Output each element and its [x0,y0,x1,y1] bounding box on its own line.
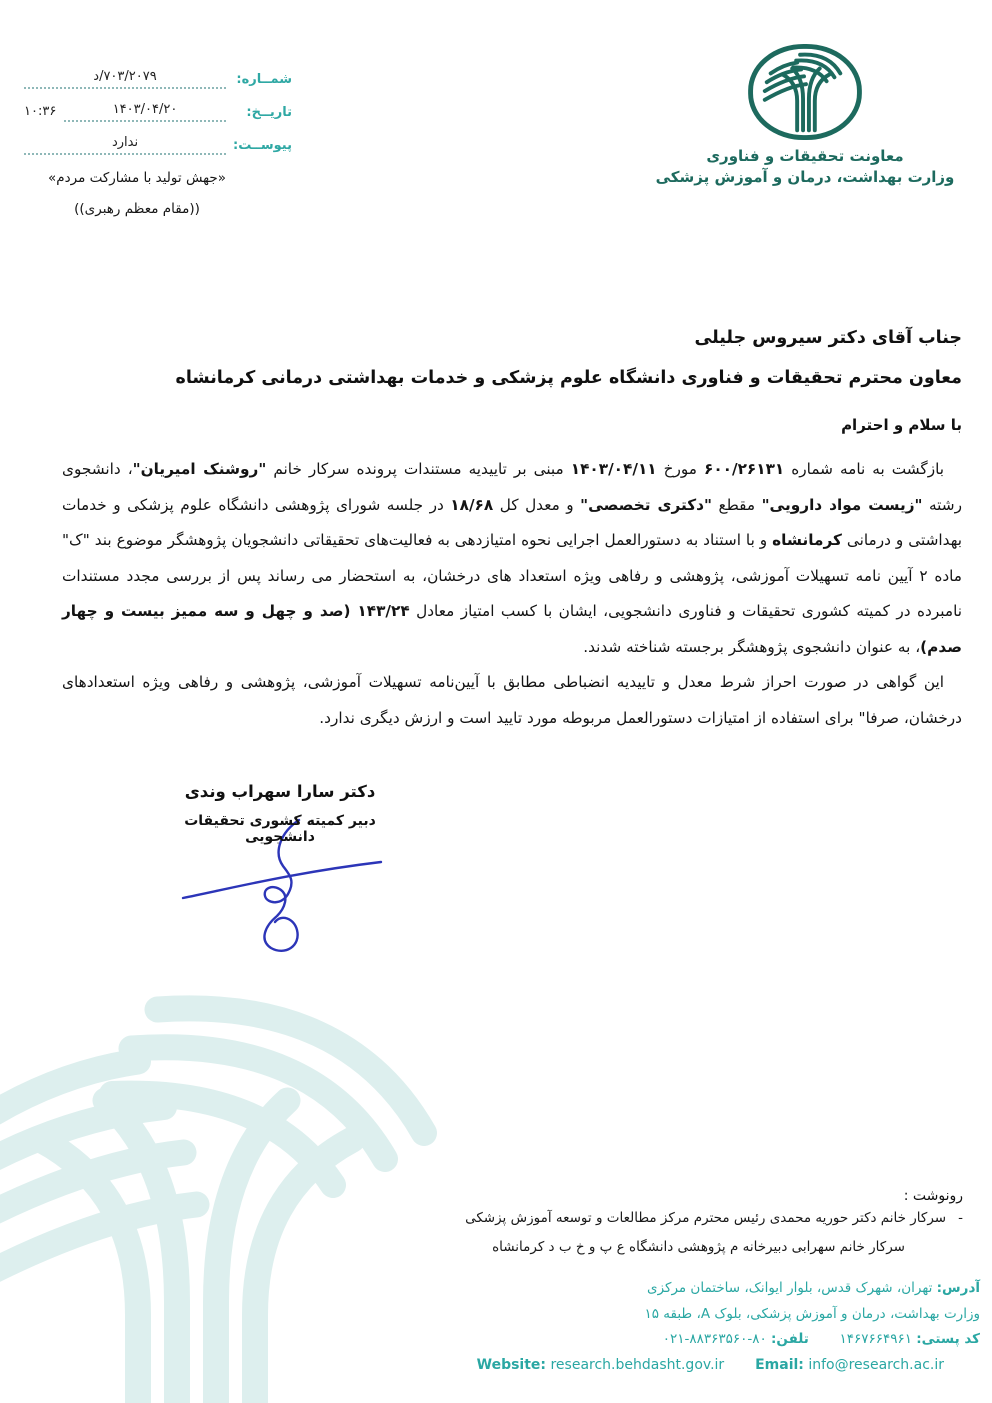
attachment-label: پیوســت: [233,138,292,153]
phone-value: ۰۲۱-۸۸۳۶۳۵۶۰-۸۰ [662,1331,767,1347]
address-line1-text: تهران، شهرک قدس، بلوار ایوانک، ساختمان مرکزی [647,1280,937,1296]
recipient-title: معاون محترم تحقیقات و فناوری دانشگاه علوم پزشکی و خدمات بهداشتی درمانی کرمانشاه [175,368,962,388]
website-label: Website: [476,1356,547,1373]
body-paragraph-2: این گواهی در صورت احراز شرط معدل و تاییدیه انضباطی مطابق با آیین‌نامه تسهیلات آموزشی، پژوهشی و رفاهی ویژه استعدادهای درخشان، صرفا" برای استفاده از امتیازات دستورالعمل مربوطه مورد تایید است و ارزش دیگری ندارد. [62,673,962,727]
salutation: با سلام و احترام [841,416,962,434]
signature-block [172,782,388,845]
time-value: ۱۰:۳۶ [24,104,57,119]
address-label: آدرس: [936,1280,980,1296]
cc-item-1 [300,1204,963,1233]
email-label: Email: [755,1356,804,1373]
number-label: شمــاره: [236,72,292,87]
email-value: info@research.ac.ir [808,1356,944,1373]
letter-meta-block [24,56,292,155]
footer-contact-block [300,1276,980,1378]
signer-title: دبیر کمیته کشوری تحقیقات دانشجویی [184,813,376,845]
date-label: تاریــخ: [246,105,292,120]
footer-address-line1 [300,1276,980,1302]
meta-row-attachment [24,122,292,155]
ministry-tree-logo-icon [746,42,864,142]
footer-web-line [300,1353,980,1379]
recipient-block [62,318,962,398]
slogan-line2: ((مقام معظم رهبری)) [74,201,200,217]
cc-section [300,1188,963,1262]
signer-name: دکتر سارا سهراب وندی [184,782,376,801]
number-value: د/۷۰۳/۲۰۷۹ [24,69,226,89]
footer-postal-phone-line [300,1327,980,1353]
year-slogan [4,163,270,225]
cc-item-1-text: سرکار خانم دکتر حوریه محمدی رئیس محترم مرکز مطالعات و توسعه آموزش پزشکی [465,1210,947,1226]
org-name-line1: معاونت تحقیقات و فناوری [706,147,904,165]
ministry-logo-block [640,42,970,188]
cc-item-2: سرکار خانم سهرابی دبیرخانه م پژوهشی دانشگاه ع پ و خ ب د کرمانشاه [492,1239,905,1255]
body-paragraph-1: بازگشت به نامه شماره ۶۰۰/۲۶۱۳۱ مورخ ۱۴۰۳/۰۴/۱۱ مبنی بر تاییدیه مستندات پرونده سرکار خانم "روشنک امیریان"، دانشجوی رشته "زیست مواد دارویی" مقطع "دکتری تخصصی" و معدل کل ۱۸/۶۸ در جلسه شورای پژوهشی دانشگاه علوم پزشکی و خدمات بهداشتی و درمانی کرمانشاه و با استناد به دستورالعمل اجرایی نحوه امتیازدهی به فعالیت‌های تحقیقاتی دانشجویان پژوهشگر موضوع بند "ک" ماده ۲ آیین نامه تسهیلات آموزشی، پژوهشی و رفاهی ویژه استعداد های درخشان، به استحضار می رساند پس از بررسی مجدد مستندات نامبرده در کمیته کشوری تحقیقات و فناوری دانشجویی، ایشان با کسب امتیاز معادل ۱۴۳/۲۴ (صد و چهل و سه ممیز بیست و چهار صدم)، به عنوان دانشجوی پژوهشگر برجسته شناخته شدند. [62,460,963,656]
recipient-name: جناب آقای دکتر سیروس جلیلی [694,328,962,348]
slogan-line1: «جهش تولید با مشارکت مردم» [48,170,226,186]
postal-value: ۱۴۶۷۶۶۴۹۶۱ [839,1331,912,1347]
org-name-line2: وزارت بهداشت، درمان و آموزش پزشکی [655,168,955,186]
attachment-value: ندارد [24,135,226,155]
meta-row-number [24,56,292,89]
meta-row-date [24,89,292,122]
website-value: research.behdasht.gov.ir [550,1356,725,1373]
phone-label: تلفن: [771,1331,809,1347]
letter-body [62,452,962,736]
cc-heading: رونوشت : [903,1188,963,1204]
postal-label: کد پستی: [916,1331,980,1347]
footer-address-line2: وزارت بهداشت، درمان و آموزش پزشکی، بلوک A، طبقه ۱۵ [644,1305,980,1322]
cc-dash: - [958,1210,963,1226]
date-value: ۱۴۰۳/۰۴/۲۰ [64,102,226,122]
